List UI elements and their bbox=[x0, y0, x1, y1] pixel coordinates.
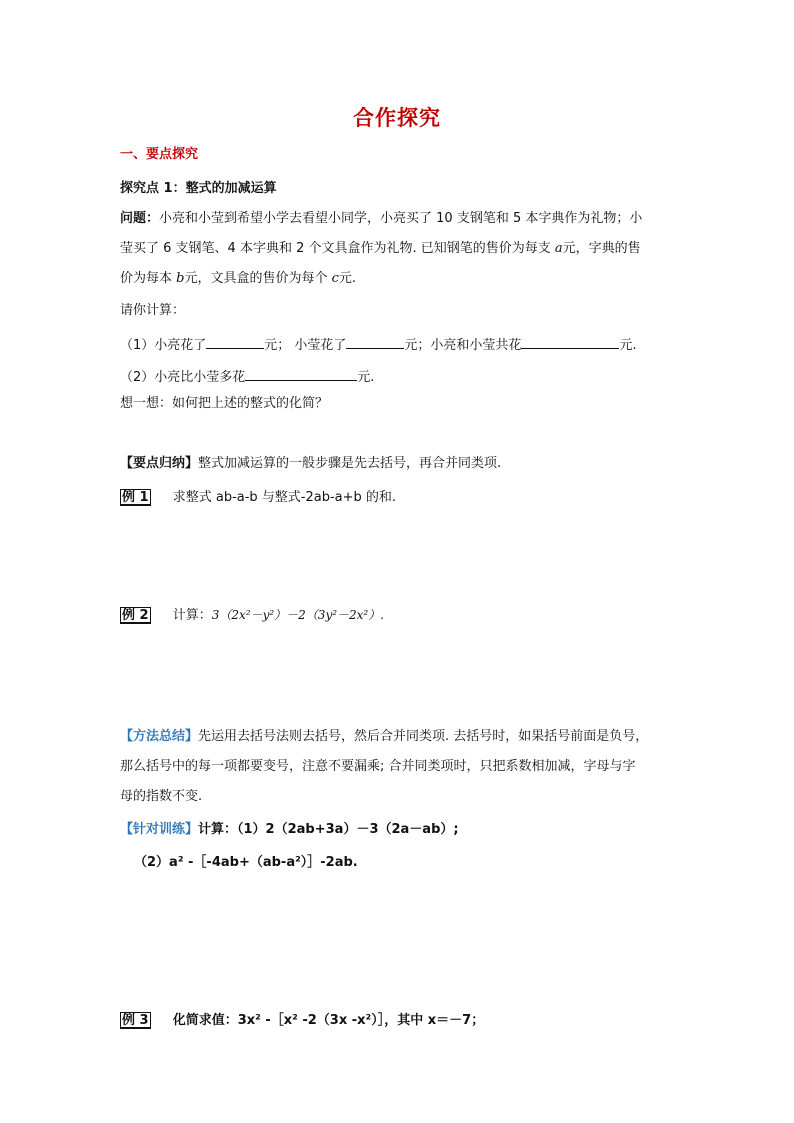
q2-text-b: 元. bbox=[357, 370, 375, 385]
problem-text-2: 莹买了 6 支钢笔、4 本字典和 2 个文具盒作为礼物. 已知钢笔的售价为每支 bbox=[120, 241, 551, 256]
section-heading: 一、要点探究 bbox=[120, 147, 199, 162]
q1-text-b: 元； 小莹花了 bbox=[264, 338, 347, 353]
problem-label: 问题： bbox=[120, 211, 160, 226]
answer-blank-1[interactable] bbox=[206, 335, 264, 349]
problem-line-3 bbox=[120, 272, 356, 285]
q2-text-a: （2）小亮比小莹多花 bbox=[120, 370, 246, 385]
method-line-3: 母的指数不变. bbox=[120, 789, 203, 804]
summary bbox=[120, 457, 501, 470]
example-3-text: 化简求值：3x² -［x² -2（3x -x²）］，其中 x＝－7； bbox=[172, 1013, 485, 1028]
think-prompt: 想一想：如何把上述的整式的化简？ bbox=[120, 396, 329, 411]
method-line-1 bbox=[120, 730, 648, 743]
summary-label: 【要点归纳】 bbox=[120, 456, 199, 471]
point-heading: 探究点 1：整式的加减运算 bbox=[120, 181, 277, 196]
method-text-1: 先运用去括号法则去括号，然后合并同类项. 去括号时，如果括号前面是负号， bbox=[198, 729, 649, 744]
variable-b: b bbox=[176, 271, 185, 286]
page-title: 合作探究 bbox=[353, 106, 441, 130]
example-2 bbox=[120, 607, 384, 624]
variable-a: a bbox=[554, 241, 563, 256]
variable-c: c bbox=[331, 271, 339, 286]
question-2 bbox=[120, 367, 374, 384]
method-label: 【方法总结】 bbox=[120, 729, 199, 744]
training-line-1 bbox=[120, 823, 459, 836]
training-line-2: （2）a² -［-4ab+（ab-a²）］-2ab. bbox=[134, 855, 358, 870]
problem-text-1: 小亮和小莹到希望小学去看望小同学，小亮买了 10 支钢笔和 5 本字典作为礼物；小 bbox=[159, 211, 643, 226]
method-line-2: 那么括号中的每一项都要变号，注意不要漏乘; 合并同类项时，只把系数相加减，字母与字 bbox=[120, 759, 636, 774]
q1-text-a: （1）小亮花了 bbox=[120, 338, 207, 353]
example-2-label: 例 2 bbox=[122, 608, 149, 623]
example-2-expression: 3（2x²－y²）－2（3y²－2x²）. bbox=[211, 608, 385, 622]
problem-text-2b: 元，字典的售 bbox=[562, 241, 641, 256]
training-label: 【针对训练】 bbox=[120, 822, 199, 837]
q1-text-d: 元. bbox=[619, 338, 637, 353]
example-1 bbox=[120, 489, 396, 506]
example-2-prefix: 计算： bbox=[172, 608, 212, 623]
problem-text-3c: 元. bbox=[338, 271, 357, 286]
problem-text-3b: 元，文具盒的售价为每个 bbox=[184, 271, 328, 286]
answer-blank-4[interactable] bbox=[245, 367, 357, 381]
q1-text-c: 元；小亮和小莹共花 bbox=[404, 338, 522, 353]
example-3 bbox=[120, 1012, 484, 1029]
problem-text-3a: 价为每本 bbox=[120, 271, 173, 286]
answer-blank-2[interactable] bbox=[346, 335, 404, 349]
question-1 bbox=[120, 335, 637, 352]
problem-line-2 bbox=[120, 242, 641, 255]
example-1-text: 求整式 ab-a-b 与整式-2ab-a+b 的和. bbox=[172, 490, 397, 505]
summary-text: 整式加减运算的一般步骤是先去括号，再合并同类项. bbox=[198, 456, 502, 471]
example-3-label: 例 3 bbox=[122, 1013, 149, 1028]
calc-prompt: 请你计算： bbox=[120, 303, 186, 318]
answer-blank-3[interactable] bbox=[521, 335, 619, 349]
problem-line-1 bbox=[120, 212, 642, 225]
training-text-1: 计算：（1）2（2ab+3a）－3（2a－ab）; bbox=[198, 822, 459, 837]
example-1-label: 例 1 bbox=[122, 490, 149, 505]
